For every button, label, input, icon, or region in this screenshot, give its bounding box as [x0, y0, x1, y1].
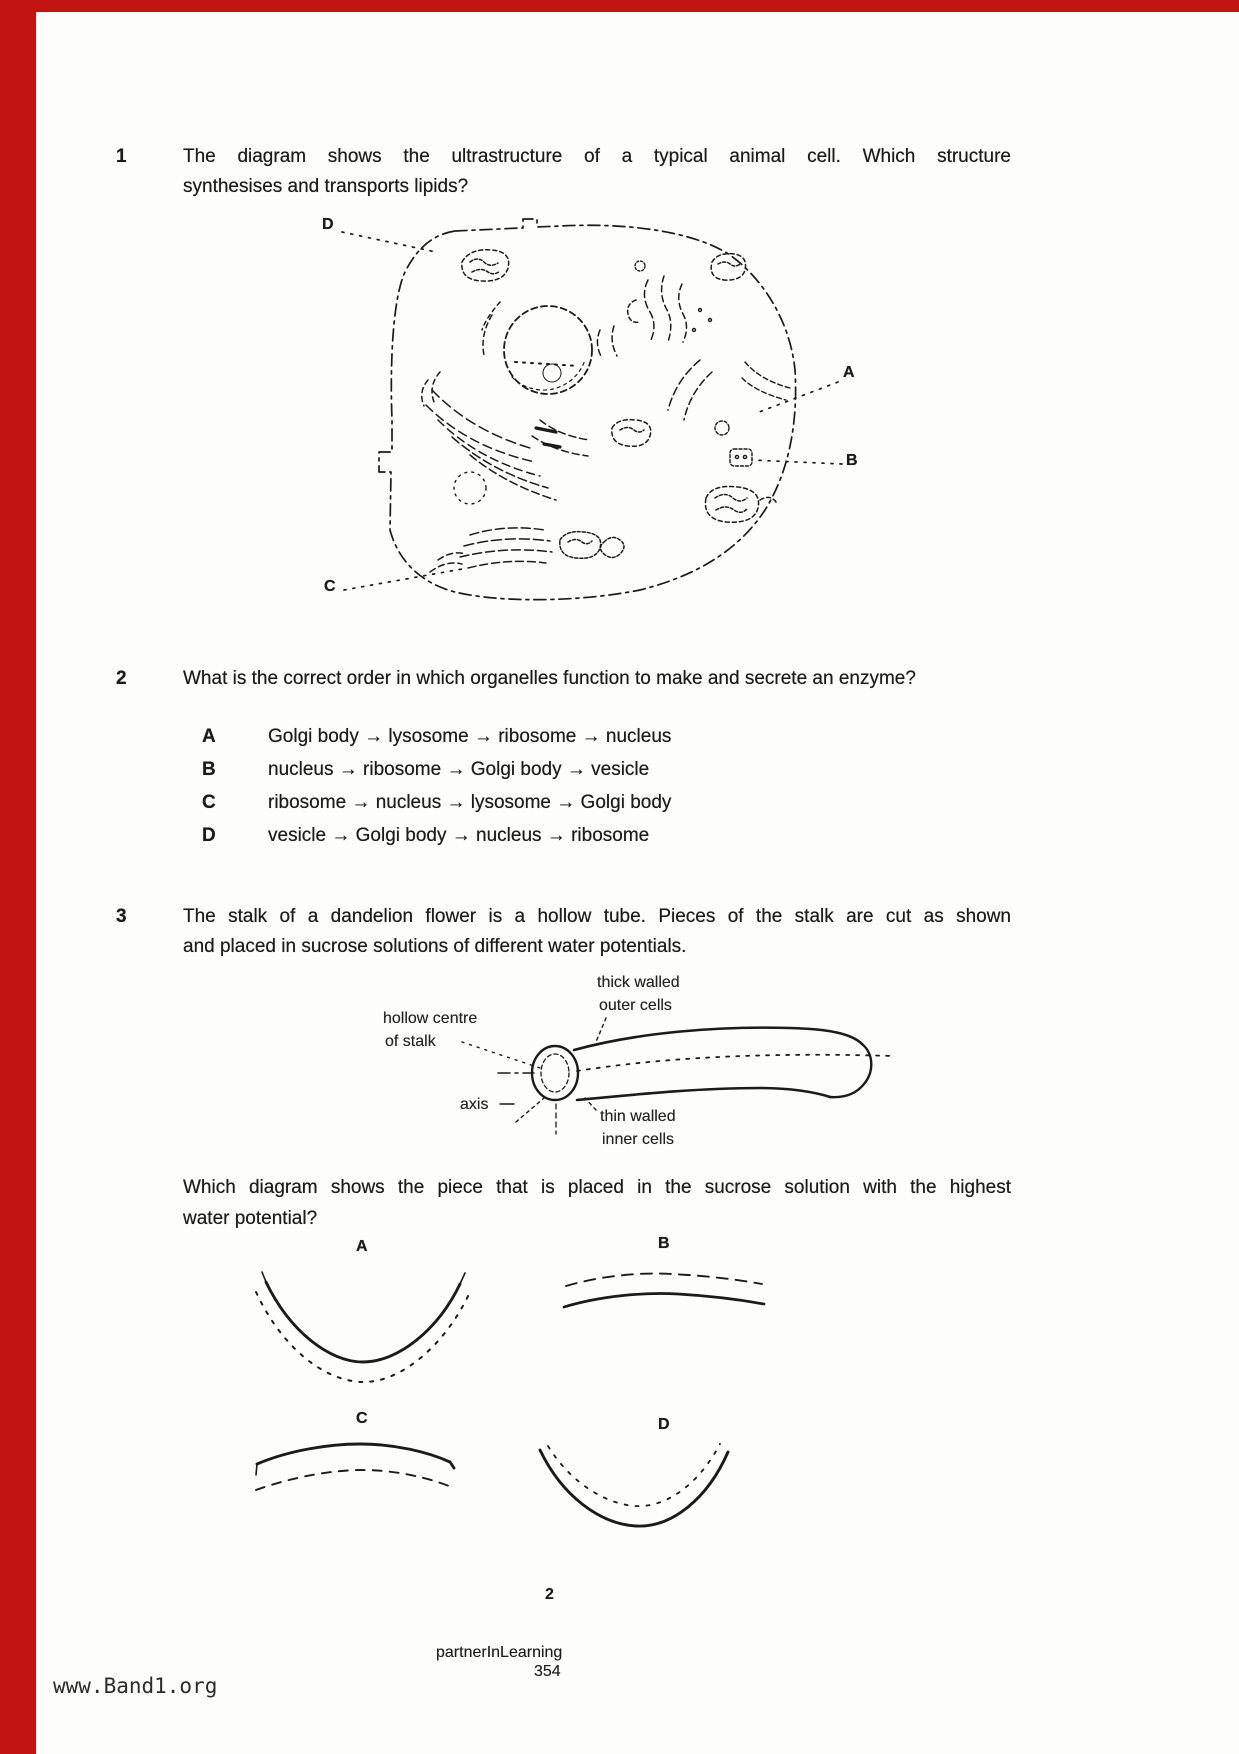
label-hollow-centre-2: of stalk: [385, 1033, 436, 1050]
cell-label-b: B: [846, 452, 858, 469]
golgi-body: [430, 528, 552, 572]
label-thick-walled-2: outer cells: [599, 997, 672, 1014]
stalk-piece-choices-figure: [220, 1265, 780, 1555]
footer-brand: partnerInLearning: [436, 1644, 563, 1661]
vesicles-and-centriole: [454, 261, 790, 504]
cell-label-a: A: [843, 364, 855, 381]
q2-option-b-letter: B: [202, 759, 216, 780]
q3-text-line1: The stalk of a dandelion flower is a hollow tube. Pieces of the stalk are cut as shown: [183, 906, 1011, 927]
q3-question-line1: Which diagram shows the piece that is placed in the sucrose solution with the highest: [183, 1177, 1011, 1198]
label-thick-walled-1: thick walled: [597, 974, 680, 991]
q2-text: What is the correct order in which organelles function to make and secrete an enzyme?: [183, 668, 916, 689]
label-thin-walled-1: thin walled: [600, 1108, 676, 1125]
piece-d: [540, 1444, 728, 1526]
q2-option-a-text: Golgi body → lysosome → ribosome → nucleus: [268, 726, 672, 747]
scan-border-left: [0, 0, 36, 1754]
choice-label-a: A: [356, 1238, 368, 1255]
label-thin-walled-2: inner cells: [602, 1131, 675, 1148]
piece-c: [256, 1444, 454, 1490]
label-hollow-centre-1: hollow centre: [383, 1010, 478, 1027]
mitochondria: [462, 250, 776, 559]
nucleolus: [543, 364, 561, 382]
q1-text-line1: The diagram shows the ultrastructure of a typical animal cell. Which structure: [183, 146, 1011, 167]
tube-top-edge: [574, 1028, 862, 1050]
q2-option-c-text: ribosome → nucleus → lysosome → Golgi body: [268, 792, 672, 813]
label-axis: axis: [460, 1096, 489, 1113]
q2-option-d-letter: D: [202, 825, 216, 846]
piece-a: [256, 1272, 470, 1382]
q3-number: 3: [116, 906, 127, 927]
q1-text-line2: synthesises and transports lipids?: [183, 176, 469, 197]
q1-number: 1: [116, 146, 127, 167]
leader-b: [752, 460, 842, 464]
choice-label-b: B: [658, 1235, 670, 1252]
piece-b: [564, 1274, 764, 1308]
choice-label-d: D: [658, 1416, 670, 1433]
q3-text-line2: and placed in sucrose solutions of different water potentials.: [183, 936, 687, 957]
tube-bottom-edge: [577, 1088, 830, 1100]
q2-option-d-text: vesicle → Golgi body → nucleus → ribosome: [268, 825, 650, 846]
q3-question-line2: water potential?: [183, 1208, 318, 1229]
cell-membrane: [379, 219, 796, 600]
page-number: 2: [545, 1586, 554, 1603]
q2-option-a-letter: A: [202, 726, 216, 747]
q2-number: 2: [116, 668, 127, 689]
cell-label-c: C: [324, 578, 336, 595]
nucleus: [504, 306, 592, 394]
stalk-tube: [498, 1028, 894, 1134]
animal-cell-figure: [280, 195, 860, 615]
label-leader-lines: [342, 232, 842, 590]
cell-label-d: D: [322, 216, 334, 233]
tube-end-cap: [830, 1044, 871, 1097]
leader-c: [344, 569, 462, 590]
footer-number: 354: [534, 1663, 561, 1680]
leader-d: [342, 232, 436, 252]
q2-option-c-letter: C: [202, 792, 216, 813]
scan-border-top: [0, 0, 1239, 12]
leader-thick-walled: [596, 1018, 606, 1042]
centriole: [730, 449, 752, 466]
leader-hollow-centre: [462, 1042, 540, 1068]
membrane-channel: [745, 362, 790, 388]
watermark: www.Band1.org: [53, 1674, 218, 1698]
choice-label-c: C: [356, 1410, 368, 1427]
q2-option-b-text: nucleus → ribosome → Golgi body → vesicle: [268, 759, 650, 780]
